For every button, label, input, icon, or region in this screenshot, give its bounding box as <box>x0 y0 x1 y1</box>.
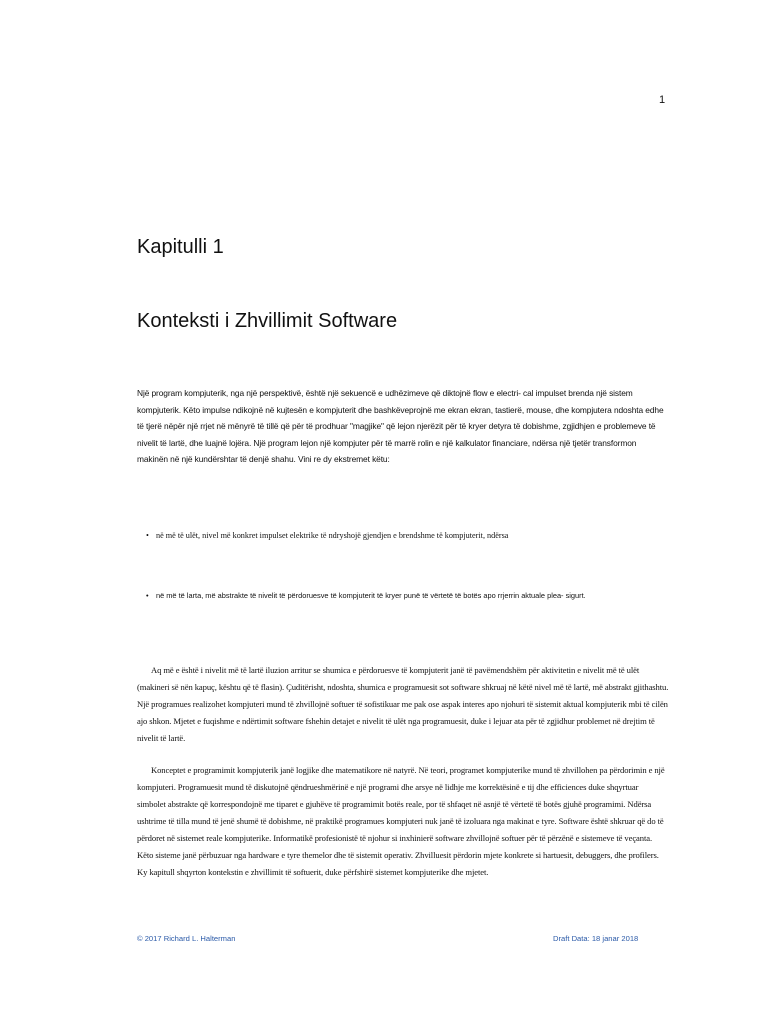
body-paragraph-concepts: Konceptet e programimit kompjuterik janë logjike dhe matematikore në natyrë. Në teori, programet kompjuterike mund të zhvillohen pa përdorimin e një kompjuteri. Programuesit mund të diskutojnë qëndrueshmërinë e një programi dhe arsye në lidhje me korrektësinë e tij dhe efficiences duke shqyrtuar simbolet abstrakte që korrespondojnë me tiparet e gjuhëve të programimit botës reale, por të shfaqet në asnjë të vërtetë të botës gjuhë programimi. Ndërsa ushtrime të tilla mund të jenë shumë të dobishme, në praktikë programues kompjuteri nuk janë të izoluara nga makinat e tyre. Software është shkruar që do të përdoret në sistemet reale kompjuterike. Informatikë profesionistë të njohur si inxhinierë software zhvillojnë softuer për të përzënë e sistemeve të veçanta. Këto sisteme janë përbuzuar nga hardware e tyre themelor dhe të sistemit operativ. Zhvilluesit përdorin mjete konkrete si hartuesit, debuggers, dhe profilers. Ky kapitull shqyrton kontekstin e zhvillimit të softuerit, duke përfshirë sistemet kompjuterike dhe mjetet. <box>137 765 665 877</box>
chapter-label: Kapitulli 1 <box>137 236 224 258</box>
chapter-title: Konteksti i Zhvillimit Software <box>137 310 398 332</box>
bullet-item-low-level: • në më të ulët, nivel më konkret impulset elektrike të ndryshojë gjendjen e brendshme të kompjuterit, ndërsa <box>156 530 656 542</box>
bullet-item-high-level: • në më të larta, më abstrakte të nivelit të përdoruesve të kompjuterit të kryer punë të vërtetë të botës apo rrjerrin aktuale plea- sigurt. <box>156 590 656 602</box>
footer-draft-date: Draft Data: 18 janar 2018 <box>553 934 639 943</box>
page-number: 1 <box>659 94 666 106</box>
footer-copyright: © 2017 Richard L. Halterman <box>137 934 236 943</box>
body-paragraph-abstraction: Aq më e është i nivelit më të lartë iluzion arritur se shumica e përdoruesve të kompjuterit janë të pavëmendshëm për aktivitetin e nivelit më të ulët (makineri së nën kapuç, kështu që të flasin). Çuditërisht, ndoshta, shumica e programuesit sot software shkruaj në këtë nivel më të lartë, më abstrakt gjithashtu. Një programues realizohet kompjuteri mund të zhvillojnë softuer të sofistikuar me pak ose aspak interes apo njohuri të sistemit aktual kompjuterik mbi të cilën ajo shkon. Mjetet e fuqishme e ndërtimit software fshehin detajet e nivelit të ulët nga programuesit, duke i lejuar ata për të zgjidhur problemet në drejtim të nivelit të lartë. <box>137 665 669 743</box>
intro-paragraph: Një program kompjuterik, nga një perspektivë, është një sekuencë e udhëzimeve që diktojnë flow e electri- cal impulset brenda një sistem kompjuterik. Këto impulse ndikojnë në kujtesën e kompjuterit dhe bashkëveprojnë me ekran ekran, tastierë, mouse, dhe kompjutera ndoshta edhe të tjerë nëpër një rrjet në mënyrë të tillë që për të prodhuar "magjike" që lejon njerëzit për të kryer detyra të dobishme, zgjidhjen e problemeve të nivelit të lartë, dhe luajnë lojëra. Një program lejon një kompjuter për të marrë rolin e një kalkulator financiare, ndërsa një tjetër transformon makinën në një kundërshtar të denjë shahu. Vini re dy ekstremet këtu: <box>137 388 664 464</box>
